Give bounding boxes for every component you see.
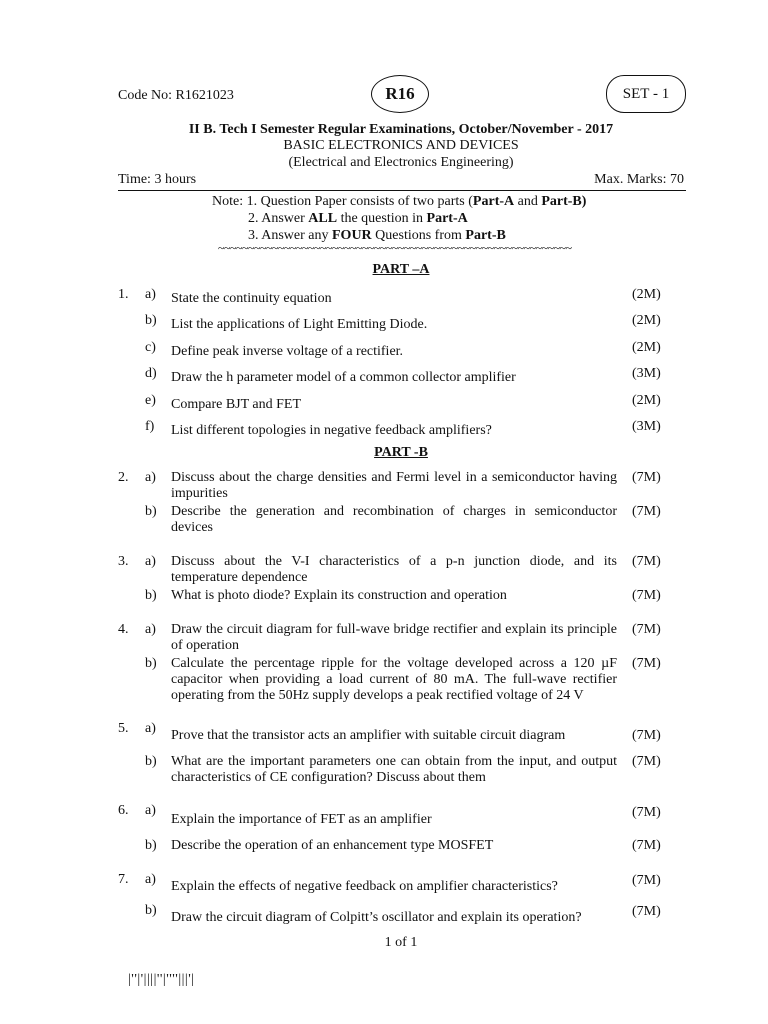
question-number: 7. (118, 872, 129, 887)
question-number: 4. (118, 622, 129, 637)
sub-label: b) (145, 504, 157, 519)
question-text: State the continuity equation (171, 291, 332, 306)
question-text: Draw the h parameter model of a common collector amplifier (171, 370, 516, 385)
part-b-title: PART -B (374, 445, 428, 460)
marks: (7M) (632, 904, 661, 919)
question-text: Discuss about the V-I characteristics of a p-n junction diode, and its temperature dependence (171, 554, 617, 585)
exam-title: II B. Tech I Semester Regular Examinations, October/November - 2017 (188, 122, 614, 137)
barcode: |''|'||||''|''''|||'| (128, 972, 195, 987)
sub-label: a) (145, 470, 156, 485)
marks: (7M) (632, 622, 661, 637)
question-text: List different topologies in negative feedback amplifiers? (171, 423, 492, 438)
marks: (3M) (632, 419, 661, 434)
header-divider (118, 190, 686, 191)
marks: (7M) (632, 504, 661, 519)
marks: (7M) (632, 873, 661, 888)
set-badge: SET - 1 (606, 75, 686, 113)
question-text: Explain the effects of negative feedback on amplifier characteristics? (171, 879, 558, 894)
question-number: 1. (118, 287, 129, 302)
instructions (212, 193, 586, 244)
max-marks-label: Max. Marks: 70 (594, 172, 684, 187)
marks: (7M) (632, 554, 661, 569)
question-text: Define peak inverse voltage of a rectifier. (171, 344, 404, 359)
sub-label: b) (145, 903, 157, 918)
sub-label: a) (145, 554, 156, 569)
regulation-badge: R16 (371, 75, 429, 113)
marks: (2M) (632, 313, 661, 328)
sub-label: b) (145, 656, 157, 671)
question-text: What is photo diode? Explain its construction and operation (171, 588, 507, 603)
sub-label: a) (145, 287, 156, 302)
marks: (7M) (632, 656, 661, 671)
part-a-title: PART –A (372, 262, 430, 277)
separator: ~~~~~~~~~~~~~~~~~~~~~~~~~~~~~~~~~~~~~~~~~~~~~~~~~~~~~~~~~~~ (218, 241, 572, 255)
question-text: Discuss about the charge densities and Fermi level in a semiconductor having impurities (171, 470, 617, 501)
branch-title: (Electrical and Electronics Engineering) (288, 155, 514, 170)
page-number: 1 of 1 (384, 935, 418, 950)
sub-label: d) (145, 366, 157, 381)
subject-title: BASIC ELECTRONICS AND DEVICES (283, 138, 519, 153)
sub-label: c) (145, 340, 156, 355)
sub-label: e) (145, 393, 156, 408)
sub-label: b) (145, 313, 157, 328)
question-number: 3. (118, 554, 129, 569)
marks: (3M) (632, 366, 661, 381)
question-text: List the applications of Light Emitting Diode. (171, 317, 428, 332)
question-text: Calculate the percentage ripple for the voltage developed across a 120 µF capacitor when providing a load current of 80 mA. The full-wave rectifier operating from the 50Hz supply develops a peak rectified voltage of 24 V (171, 656, 617, 703)
note-line-2: 2. Answer ALL the question in Part-A (248, 211, 468, 226)
sub-label: b) (145, 588, 157, 603)
question-text: Draw the circuit diagram for full-wave bridge rectifier and explain its principle of operation (171, 622, 617, 653)
marks: (7M) (632, 754, 661, 769)
question-text: Prove that the transistor acts an amplifier with suitable circuit diagram (171, 728, 566, 743)
marks: (7M) (632, 588, 661, 603)
question-number: 6. (118, 803, 129, 818)
marks: (7M) (632, 470, 661, 485)
question-text: Explain the importance of FET as an amplifier (171, 812, 432, 827)
sub-label: f) (145, 419, 155, 434)
note-line-1: Note: 1. Question Paper consists of two parts (Part-A and Part-B) (212, 194, 587, 209)
question-number: 5. (118, 721, 129, 736)
code-number: Code No: R1621023 (118, 88, 234, 103)
question-text: Draw the circuit diagram of Colpitt’s oscillator and explain its operation? (171, 910, 582, 925)
time-label: Time: 3 hours (118, 172, 197, 187)
question-text: Compare BJT and FET (171, 397, 302, 412)
marks: (7M) (632, 838, 661, 853)
question-text: What are the important parameters one can obtain from the input, and output characteristics of CE configuration? Discuss about them (171, 754, 617, 785)
marks: (2M) (632, 393, 661, 408)
question-text: Describe the generation and recombination of charges in semiconductor devices (171, 504, 617, 535)
marks: (2M) (632, 287, 661, 302)
question-number: 2. (118, 470, 129, 485)
sub-label: b) (145, 754, 157, 769)
sub-label: a) (145, 622, 156, 637)
marks: (7M) (632, 805, 661, 820)
sub-label: b) (145, 838, 157, 853)
note-line-3: 3. Answer any FOUR Questions from Part-B (248, 228, 506, 243)
question-text: Describe the operation of an enhancement type MOSFET (171, 838, 494, 853)
marks: (2M) (632, 340, 661, 355)
marks: (7M) (632, 728, 661, 743)
sub-label: a) (145, 803, 156, 818)
sub-label: a) (145, 721, 156, 736)
sub-label: a) (145, 872, 156, 887)
